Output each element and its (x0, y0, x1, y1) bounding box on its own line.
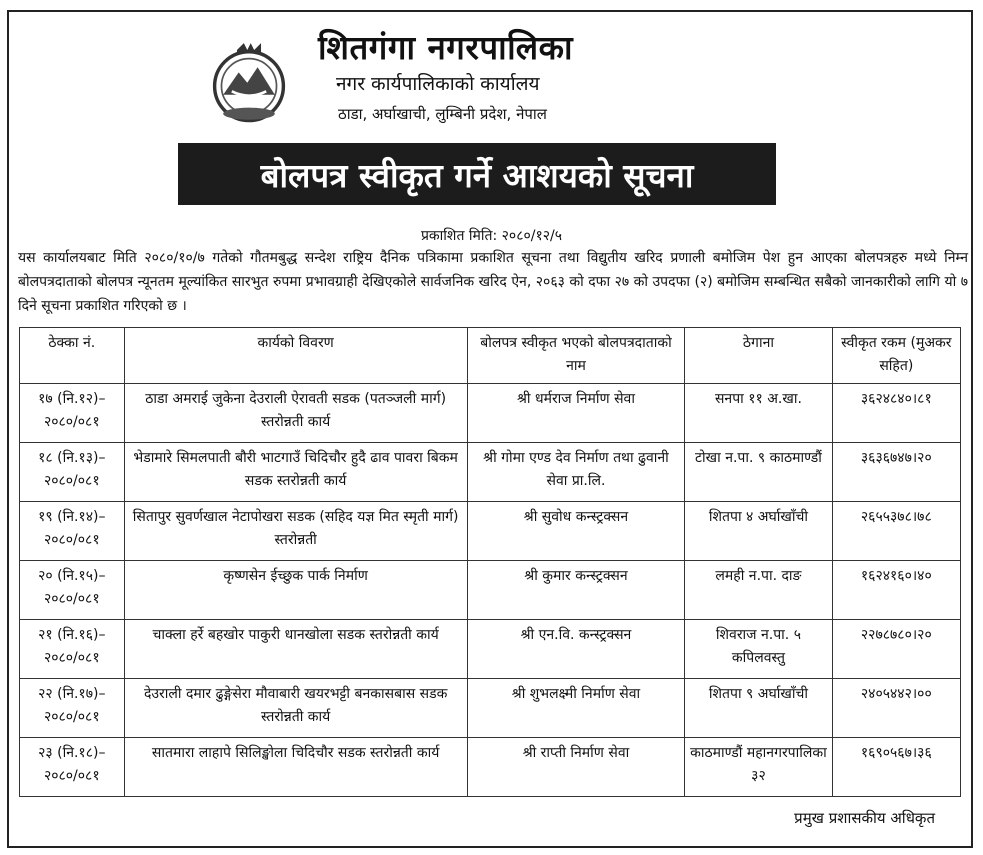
cell-description: ठाडा अमराई जुकेना देउराली ऐरावती सडक (पतञ्जली मार्ग) स्तरोन्नती कार्य (124, 384, 467, 443)
cell-description: सातमारा लाहापे सिलिङ्खोला चिदिचौर सडक स्तरोन्नती कार्य (124, 738, 467, 797)
cell-amount: ३६२४८४०।८१ (832, 384, 960, 443)
cell-address: टोखा न.पा. ९ काठमाण्डौं (685, 443, 832, 502)
cell-contract-no: २१ (नि.१६)– २०८०/०८१ (20, 620, 125, 679)
cell-bidder: श्री सुवोध कन्स्ट्रक्सन (467, 502, 685, 561)
cell-description: कृष्णसेन ईच्छुक पार्क निर्माण (124, 561, 467, 620)
table-row (20, 443, 961, 502)
cell-contract-no: १७ (नि.१२)– २०८०/०८१ (20, 384, 125, 443)
cell-description: देउराली दमार ढुङ्गेसेरा मौवाबारी खयरभट्टी बनकासबास सडक स्तरोन्नती कार्य (124, 679, 467, 738)
office-subtitle: नगर कार्यपालिकाको कार्यालय (336, 73, 540, 95)
cell-contract-no: २० (नि.१५)– २०८०/०८१ (20, 561, 125, 620)
cell-contract-no: १८ (नि.१३)– २०८०/०८१ (20, 443, 125, 502)
cell-address: लमही न.पा. दाङ (685, 561, 832, 620)
table-row (20, 679, 961, 738)
cell-amount: २४०५४४२।०० (832, 679, 960, 738)
table-row (20, 561, 961, 620)
cell-contract-no: २२ (नि.१७)– २०८०/०८१ (20, 679, 125, 738)
cell-bidder: श्री एन.वि. कन्स्ट्रक्सन (467, 620, 685, 679)
cell-amount: २२७८७८०।२० (832, 620, 960, 679)
cell-amount: २६५५३७८।७८ (832, 502, 960, 561)
table-header-row (20, 328, 961, 384)
cell-bidder: श्री धर्मराज निर्माण सेवा (467, 384, 685, 443)
notice-banner (178, 143, 776, 205)
cell-bidder: श्री शुभलक्ष्मी निर्माण सेवा (467, 679, 685, 738)
table-row (20, 384, 961, 443)
cell-address: शितपा ९ अर्घाखाँची (685, 679, 832, 738)
cell-address: सनपा ११ अ.खा. (685, 384, 832, 443)
signature-title: प्रमुख प्रशासकीय अधिकृत (794, 809, 935, 827)
cell-contract-no: २३ (नि.१८)– २०८०/०८१ (20, 738, 125, 797)
cell-description: सितापुर सुवर्णखाल नेटापोखरा सडक (सहिद यज्ञ मित स्मृती मार्ग) स्तरोन्नती (124, 502, 467, 561)
notice-paragraph: यस कार्यालयबाट मिति २०८०/१०/७ गतेको गौतमबुद्ध सन्देश राष्ट्रिय दैनिक पत्रिकामा प्रकाशित सूचना तथा विद्युतीय खरिद प्रणाली बमोजिम पेश हुन आएका बोलपत्रहरु मध्ये निम्न बोलपत्रदाताको बोलपत्र न्यूनतम मूल्यांकित सारभुत रुपमा प्रभावग्राही देखिएकोले सार्वजनिक खरिद ऐन, २०६३ को दफा २७ को उपदफा (२) बमोजिम सम्बन्धित सबैको जानकारीको लागि यो ७ दिने सूचना प्रकाशित गरिएको छ । (18, 250, 968, 314)
cell-description: भेडामारे सिमलपाती बौरी भाटगाउँ चिदिचौर हुदै ढाव पावरा बिकम सडक स्तरोन्नती कार्य (124, 443, 467, 502)
cell-address: काठमाण्डौं महानगरपालिका ३२ (685, 738, 832, 797)
header-description: कार्यको विवरण (124, 328, 467, 384)
header-address: ठेगाना (685, 328, 832, 384)
cell-bidder: श्री कुमार कन्स्ट्रक्सन (467, 561, 685, 620)
cell-contract-no: १९ (नि.१४)– २०८०/०८१ (20, 502, 125, 561)
header-bidder: बोलपत्र स्वीकृत भएको बोलपत्रदाताको नाम (467, 328, 685, 384)
header-amount: स्वीकृत रकम (मुअकर सहित) (832, 328, 960, 384)
cell-address: शिवराज न.पा. ५ कपिलवस्तु (685, 620, 832, 679)
cell-description: चाक्ला हर्रे बहखोर पाकुरी धानखोला सडक स्तरोन्नती कार्य (124, 620, 467, 679)
cell-amount: १६२४१६०।४० (832, 561, 960, 620)
cell-bidder: श्री गोमा एण्ड देव निर्माण तथा ढुवानी सेवा प्रा.लि. (467, 443, 685, 502)
published-date: प्रकाशित मिति: २०८०/१२/५ (420, 228, 563, 244)
table-row (20, 502, 961, 561)
awarded-bids-table (19, 327, 961, 797)
header-contract-no: ठेक्का नं. (20, 328, 125, 384)
cell-bidder: श्री राप्ती निर्माण सेवा (467, 738, 685, 797)
cell-amount: १६९०५६७।३६ (832, 738, 960, 797)
office-address: ठाडा, अर्घाखाची, लुम्बिनी प्रदेश, नेपाल (338, 105, 547, 123)
cell-amount: ३६३६७४७।२० (832, 443, 960, 502)
cell-address: शितपा ४ अर्घाखाँची (685, 502, 832, 561)
nepal-government-emblem-icon (206, 38, 292, 124)
notice-banner-text: बोलपत्र स्वीकृत गर्ने आशयको सूचना (260, 155, 694, 195)
table-row (20, 738, 961, 797)
municipality-title: शितगंगा नगरपालिका (318, 28, 573, 67)
table-row (20, 620, 961, 679)
